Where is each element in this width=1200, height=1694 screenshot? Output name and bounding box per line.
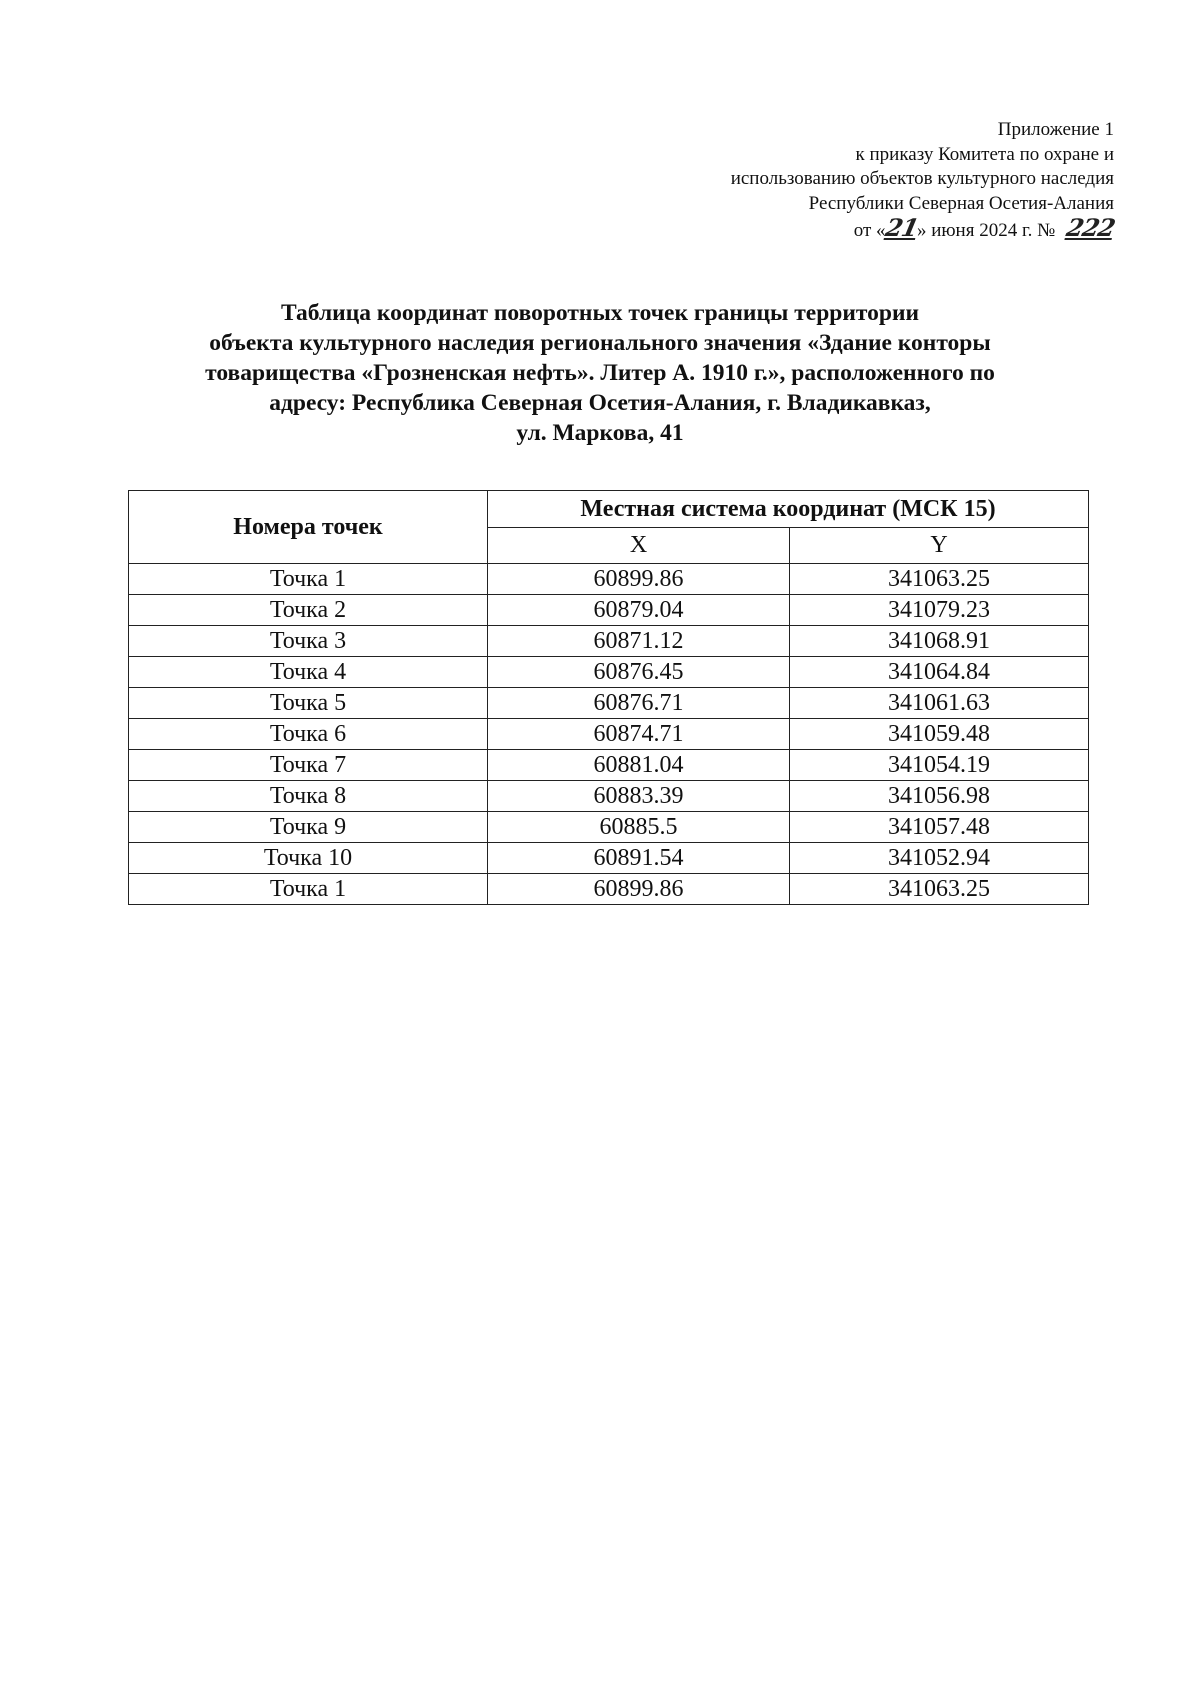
point-name: Точка 9 bbox=[129, 812, 488, 843]
y-value: 341057.48 bbox=[790, 812, 1089, 843]
title-line-5: ул. Маркова, 41 bbox=[516, 420, 684, 446]
table-row bbox=[129, 626, 1089, 657]
y-value: 341079.23 bbox=[790, 595, 1089, 626]
appendix-line-2: к приказу Комитета по охране и bbox=[855, 143, 1114, 165]
x-value: 60899.86 bbox=[488, 874, 790, 905]
table-row bbox=[129, 657, 1089, 688]
table-row bbox=[129, 874, 1089, 905]
header-x: X bbox=[488, 528, 790, 564]
point-name: Точка 4 bbox=[129, 657, 488, 688]
table-row bbox=[129, 564, 1089, 595]
table-row bbox=[129, 595, 1089, 626]
header-point-numbers: Номера точек bbox=[129, 491, 488, 564]
y-value: 341064.84 bbox=[790, 657, 1089, 688]
appendix-line-4: Республики Северная Осетия-Алания bbox=[808, 192, 1114, 214]
y-value: 341068.91 bbox=[790, 626, 1089, 657]
y-value: 341059.48 bbox=[790, 719, 1089, 750]
title-line-2: объекта культурного наследия регионального значения «Здание конторы bbox=[209, 330, 991, 356]
header-y: Y bbox=[790, 528, 1089, 564]
point-name: Точка 3 bbox=[129, 626, 488, 657]
date-prefix: от « bbox=[853, 220, 886, 241]
document-title bbox=[100, 298, 1100, 448]
point-name: Точка 8 bbox=[129, 781, 488, 812]
coordinates-table-body bbox=[129, 564, 1089, 905]
appendix-line-3: использованию объектов культурного наследия bbox=[730, 168, 1114, 189]
x-value: 60879.04 bbox=[488, 595, 790, 626]
table-row bbox=[129, 843, 1089, 874]
title-line-1: Таблица координат поворотных точек границы территории bbox=[280, 300, 920, 326]
y-value: 341061.63 bbox=[790, 688, 1089, 719]
x-value: 60881.04 bbox=[488, 750, 790, 781]
point-name: Точка 10 bbox=[129, 843, 488, 874]
table-row bbox=[129, 750, 1089, 781]
x-value: 60876.45 bbox=[488, 657, 790, 688]
title-line-4: адресу: Республика Северная Осетия-Алания, г. Владикавказ, bbox=[269, 390, 931, 416]
y-value: 341054.19 bbox=[790, 750, 1089, 781]
coordinates-table bbox=[128, 490, 1089, 905]
header-coordinate-system: Местная система координат (МСК 15) bbox=[488, 491, 1089, 528]
x-value: 60885.5 bbox=[488, 812, 790, 843]
x-value: 60871.12 bbox=[488, 626, 790, 657]
point-name: Точка 5 bbox=[129, 688, 488, 719]
table-row bbox=[129, 719, 1089, 750]
point-name: Точка 2 bbox=[129, 595, 488, 626]
date-suffix: » июня 2024 г. № bbox=[916, 220, 1056, 241]
title-line-3: товарищества «Грозненская нефть». Литер А. 1910 г.», расположенного по bbox=[205, 360, 995, 386]
table-row bbox=[129, 812, 1089, 843]
x-value: 60876.71 bbox=[488, 688, 790, 719]
x-value: 60891.54 bbox=[488, 843, 790, 874]
point-name: Точка 1 bbox=[129, 564, 488, 595]
x-value: 60883.39 bbox=[488, 781, 790, 812]
point-name: Точка 7 bbox=[129, 750, 488, 781]
table-row bbox=[129, 781, 1089, 812]
x-value: 60874.71 bbox=[488, 719, 790, 750]
point-name: Точка 1 bbox=[129, 874, 488, 905]
handwritten-day: 21 bbox=[882, 213, 921, 242]
handwritten-order-number: 222 bbox=[1063, 213, 1118, 242]
y-value: 341063.25 bbox=[790, 564, 1089, 595]
y-value: 341063.25 bbox=[790, 874, 1089, 905]
y-value: 341052.94 bbox=[790, 843, 1089, 874]
appendix-line-1: Приложение 1 bbox=[997, 119, 1114, 140]
appendix-header bbox=[730, 118, 1118, 244]
x-value: 60899.86 bbox=[488, 564, 790, 595]
table-row bbox=[129, 688, 1089, 719]
appendix-date-line bbox=[731, 213, 1118, 244]
y-value: 341056.98 bbox=[790, 781, 1089, 812]
point-name: Точка 6 bbox=[129, 719, 488, 750]
